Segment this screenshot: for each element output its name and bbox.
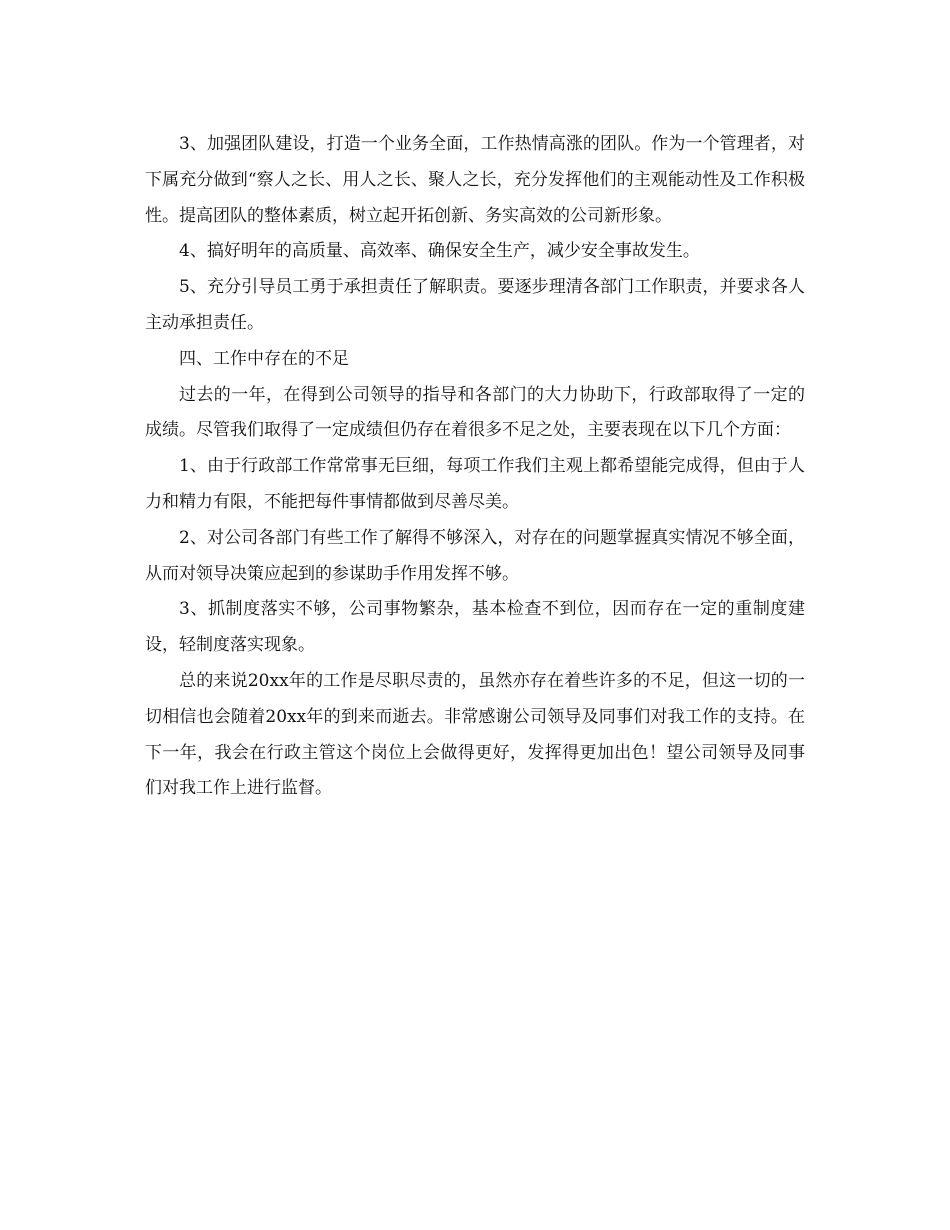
paragraph-conclusion: 总的来说20xx年的工作是尽职尽责的，虽然亦存在着些许多的不足，但这一切的一切相信也会随着20xx年的到来而逝去。非常感谢公司领导及同事们对我工作的支持。在下一年，我会在行政主管这个岗位上会做得更好，发挥得更加出色！望公司领导及同事们对我工作上进行监督。 <box>145 670 805 799</box>
paragraph-quality-safety: 4、搞好明年的高质量、高效率、确保安全生产，减少安全事故发生。 <box>179 241 700 262</box>
paragraph-shortcoming-3: 3、抓制度落实不够，公司事物繁杂，基本检查不到位，因而存在一定的重制度建设，轻制度落实现象。 <box>145 599 805 656</box>
paragraph-past-year: 过去的一年，在得到公司领导的指导和各部门的大力协助下，行政部取得了一定的成绩。尽管我们取得了一定成绩但仍存在着很多不足之处，主要表现在以下几个方面： <box>145 384 805 441</box>
paragraph-shortcoming-2: 2、对公司各部门有些工作了解得不够深入，对存在的问题掌握真实情况不够全面，从而对领导决策应起到的参谋助手作用发挥不够。 <box>145 527 805 584</box>
paragraph-team-building: 3、加强团队建设，打造一个业务全面，工作热情高涨的团队。作为一个管理者，对下属充分做到“察人之长、用人之长、聚人之长，充分发挥他们的主观能动性及工作积极性。提高团队的整体素质，树立起开拓创新、务实高效的公司新形象。 <box>145 134 805 226</box>
paragraph-shortcoming-1: 1、由于行政部工作常常事无巨细，每项工作我们主观上都希望能完成得，但由于人力和精力有限，不能把每件事情都做到尽善尽美。 <box>145 456 805 512</box>
paragraph-responsibility: 5、充分引导员工勇于承担责任了解职责。要逐步理清各部门工作职责，并要求各人主动承担责任。 <box>145 277 805 333</box>
section-heading-shortcomings: 四、工作中存在的不足 <box>179 348 349 369</box>
document-page <box>145 127 805 807</box>
